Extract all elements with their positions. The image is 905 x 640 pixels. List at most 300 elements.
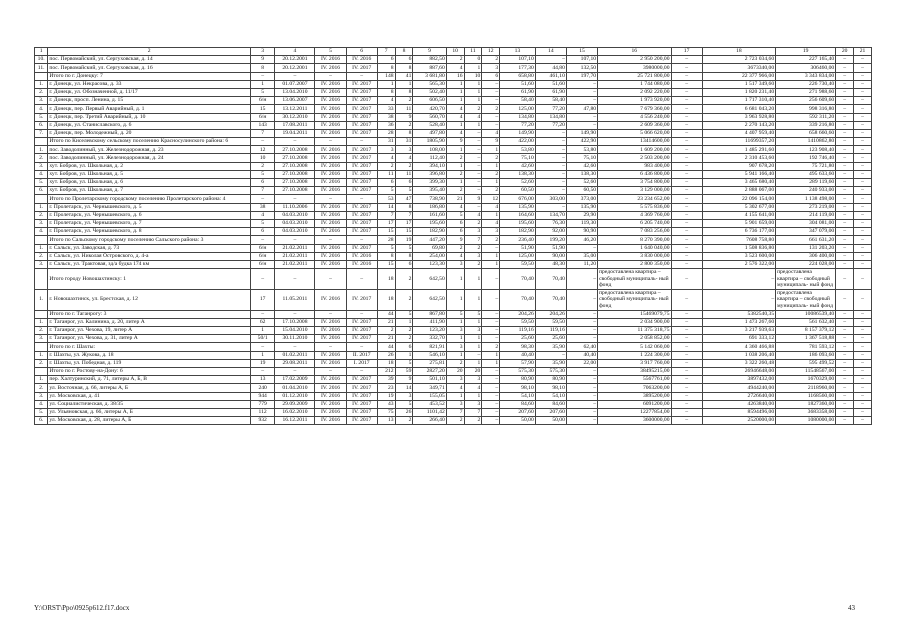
table-cell: IV. 2016 xyxy=(315,129,346,137)
table-cell: 5 xyxy=(395,310,413,318)
table-cell: 75,10 xyxy=(500,154,536,162)
table-cell: – xyxy=(836,335,854,343)
table-cell: 2 xyxy=(482,56,500,64)
table-cell: – xyxy=(315,343,346,351)
table-cell: г. Новошахтинск, ул. Брестская, д. 12 xyxy=(48,289,251,310)
table-cell: – xyxy=(566,367,597,375)
table-cell: 4 xyxy=(464,384,482,392)
table-cell: IV. 2017 xyxy=(346,146,377,154)
table-cell: – xyxy=(854,97,872,105)
table-cell: 339 216,80 xyxy=(776,121,836,129)
table-row xyxy=(35,392,872,400)
table-cell: – xyxy=(836,269,854,290)
table-cell: – xyxy=(671,310,702,318)
table-cell: IV. 2016 xyxy=(315,179,346,187)
table-cell: 1 xyxy=(464,121,482,129)
table-cell: – xyxy=(315,269,346,290)
table-cell: IV. 2016 xyxy=(315,359,346,367)
table-cell: – xyxy=(250,367,274,375)
table-cell: 3. xyxy=(35,392,48,400)
table-cell: 134,70 xyxy=(535,211,566,219)
table-cell: 907 678,20 xyxy=(702,162,775,170)
header-cell: 1 xyxy=(35,48,48,56)
table-cell: – xyxy=(671,179,702,187)
table-cell: 676,00 xyxy=(500,195,536,203)
table-cell: – xyxy=(482,327,500,335)
summary-row xyxy=(35,236,872,244)
table-cell: IV. 2017 xyxy=(346,129,377,137)
table-cell: 15.04.2010 xyxy=(275,327,315,335)
table-cell: 8 xyxy=(377,88,395,96)
table-cell: – xyxy=(854,88,872,96)
table-cell: 3 xyxy=(446,343,464,351)
table-cell: 4. xyxy=(35,228,48,236)
table-cell: 983 400,00 xyxy=(598,162,671,170)
table-cell: 453,52 xyxy=(413,400,446,408)
table-cell: – xyxy=(566,80,597,88)
table-cell xyxy=(35,269,48,290)
table-cell: – xyxy=(482,367,500,375)
table-cell: IV. 2016 xyxy=(315,170,346,178)
table-cell: 2 888 067,00 xyxy=(702,187,775,195)
table-cell: 4 xyxy=(446,64,464,72)
table-cell: – xyxy=(464,162,482,170)
table-cell: – xyxy=(671,80,702,88)
table-cell: 6 xyxy=(395,56,413,64)
table-cell: 1 xyxy=(377,80,395,88)
table-cell: 497,80 xyxy=(413,129,446,137)
table-cell: 2 xyxy=(464,417,482,425)
table-row xyxy=(35,162,872,170)
table-cell: – xyxy=(854,162,872,170)
table-cell: 2. xyxy=(35,359,48,367)
table-cell: 2 xyxy=(482,105,500,113)
table-cell: 3 963 928,80 xyxy=(702,113,775,121)
table-cell: 1. xyxy=(35,80,48,88)
table-cell: – xyxy=(671,236,702,244)
table-cell: пос. Заводолинный, ул. Железнодорожная, д. 24 xyxy=(48,154,251,162)
table-cell: 5382540,35 xyxy=(702,310,775,318)
table-cell: – xyxy=(250,138,274,146)
table-cell: 658 660,60 xyxy=(776,129,836,137)
table-row xyxy=(35,384,872,392)
table-cell: 1 473 267,60 xyxy=(702,318,775,326)
table-row xyxy=(35,80,872,88)
table-cell: 6/н xyxy=(250,260,274,268)
table-row xyxy=(35,417,872,425)
document-path: Y:\ORST\Ppo\0925p612.f17.docx xyxy=(34,604,130,612)
table-cell: 502,40 xyxy=(413,88,446,96)
table-cell: – xyxy=(482,113,500,121)
table-cell: 108,00 xyxy=(413,146,446,154)
table-cell: 59 xyxy=(395,367,413,375)
table-cell: IV. 2017 xyxy=(346,170,377,178)
table-cell: IV. 2017 xyxy=(346,417,377,425)
summary-row xyxy=(35,72,872,80)
table-cell: 40,40 xyxy=(500,351,536,359)
table-cell: 1 xyxy=(446,80,464,88)
table-cell: – xyxy=(854,252,872,260)
table-cell: – xyxy=(671,195,702,203)
table-cell: – xyxy=(535,179,566,187)
table-cell: 256 609,60 xyxy=(776,97,836,105)
table-cell: – xyxy=(535,170,566,178)
table-cell: – xyxy=(854,170,872,178)
table-cell: хут. Бобров, ул. Школьная, д. 6 xyxy=(48,179,251,187)
table-cell: 2 xyxy=(446,244,464,252)
table-cell: 21 xyxy=(377,318,395,326)
table-row xyxy=(35,97,872,105)
table-cell: – xyxy=(566,113,597,121)
table-cell: 177,30 xyxy=(500,64,536,72)
table-cell: 20 xyxy=(464,367,482,375)
table-cell: – xyxy=(671,327,702,335)
table-cell: 197,70 xyxy=(566,72,597,80)
table-cell: – xyxy=(671,384,702,392)
table-cell: 1 xyxy=(482,260,500,268)
table-cell: г. Шахты, ул. Победная, д. 119 xyxy=(48,359,251,367)
table-cell: – xyxy=(464,154,482,162)
table-cell: 4 xyxy=(482,203,500,211)
table-cell: 1. xyxy=(35,146,48,154)
table-cell: – xyxy=(535,351,566,359)
table-cell: 3 830 000,00 xyxy=(598,252,671,260)
table-cell: 3. xyxy=(35,219,48,227)
table-cell: 38495215,00 xyxy=(598,367,671,375)
table-cell: IV. 2017 xyxy=(346,179,377,187)
table-cell: – xyxy=(535,187,566,195)
header-cell: 5 xyxy=(315,48,346,56)
table-cell: 3600000,00 xyxy=(598,417,671,425)
table-cell: 11.05.2011 xyxy=(275,289,315,310)
header-cell: 18 xyxy=(702,48,775,56)
table-cell: 3 xyxy=(464,327,482,335)
table-cell: 98,10 xyxy=(535,384,566,392)
table-cell: 47 xyxy=(395,195,413,203)
table-cell: 5 xyxy=(395,359,413,367)
table-cell: IV. 2016 xyxy=(315,351,346,359)
table-cell: IV. 2016 xyxy=(315,203,346,211)
table-cell: 36 xyxy=(377,121,395,129)
table-cell: – xyxy=(836,170,854,178)
table-cell: 1 508 836,80 xyxy=(702,244,775,252)
table-cell: – xyxy=(854,228,872,236)
table-cell: 26946648,00 xyxy=(702,367,775,375)
table-cell: 6/н xyxy=(250,113,274,121)
table-row xyxy=(35,211,872,219)
table-cell: 1168560,00 xyxy=(776,392,836,400)
table-cell: 1 xyxy=(464,88,482,96)
table-cell: г. Сальск, ул. Николая Островского, д. 4-а xyxy=(48,252,251,260)
table-cell: 546,10 xyxy=(413,351,446,359)
table-cell: 2 310 453,60 xyxy=(702,154,775,162)
table-row xyxy=(35,351,872,359)
table-cell: 4944240,00 xyxy=(702,384,775,392)
summary-row xyxy=(35,269,872,290)
table-cell: 1 xyxy=(482,162,500,170)
table-cell: Итого по Киселевскому сельскому поселению Красносулинского района: 6 xyxy=(48,138,251,146)
table-cell: хут. Бобров, ул. Школьная, д. 7 xyxy=(48,187,251,195)
table-cell: 0 xyxy=(464,56,482,64)
table-cell: 3. xyxy=(35,335,48,343)
table-cell: 19 xyxy=(250,359,274,367)
table-cell: – xyxy=(482,408,500,416)
table-cell: 2 xyxy=(377,162,395,170)
table-cell: 44,80 xyxy=(535,64,566,72)
table-cell: – xyxy=(275,236,315,244)
table-cell: 226 730,40 xyxy=(776,80,836,88)
table-cell: 1. xyxy=(35,351,48,359)
table-cell: – xyxy=(836,376,854,384)
table-cell: предоставлена квартира – свободный муниципаль- ный фонд xyxy=(598,289,671,310)
table-cell: Итого по г. Донецку: 7 xyxy=(48,72,251,80)
table-cell: – xyxy=(854,219,872,227)
table-cell: 16 xyxy=(446,72,464,80)
table-cell: 3 xyxy=(446,400,464,408)
table-cell xyxy=(35,343,48,351)
table-cell: IV. 2016 xyxy=(315,400,346,408)
table-cell: 28 xyxy=(377,236,395,244)
table-cell: 5 xyxy=(395,244,413,252)
table-cell: 781 593,12 xyxy=(776,343,836,351)
table-cell: 2 092 220,00 xyxy=(598,88,671,96)
table-cell: 2 xyxy=(395,417,413,425)
table-cell: – xyxy=(482,318,500,326)
table-cell: 3. xyxy=(35,260,48,268)
table-cell: 6/н xyxy=(250,97,274,105)
table-cell: 28 xyxy=(377,129,395,137)
table-cell: 11 xyxy=(377,170,395,178)
table-cell: 944 xyxy=(250,392,274,400)
table-cell: 560,70 xyxy=(413,113,446,121)
table-cell: 5 xyxy=(377,187,395,195)
table-cell: 9 xyxy=(395,113,413,121)
table-cell: 2. xyxy=(35,384,48,392)
table-cell: – xyxy=(275,269,315,290)
table-cell: I. 2017 xyxy=(346,359,377,367)
table-cell: 195,60 xyxy=(500,219,536,227)
table-cell: 642,50 xyxy=(413,289,446,310)
table-cell: 887,60 xyxy=(413,64,446,72)
table-cell: 347 079,00 xyxy=(776,228,836,236)
table-cell: – xyxy=(250,72,274,80)
table-cell: 1827360,00 xyxy=(776,400,836,408)
table-cell: – xyxy=(854,392,872,400)
header-cell: 17 xyxy=(671,48,702,56)
table-cell: 8594496,00 xyxy=(702,408,775,416)
table-cell: IV. 2017 xyxy=(346,408,377,416)
table-cell: 2 xyxy=(482,236,500,244)
table-cell: 161,60 xyxy=(413,211,446,219)
table-cell: 1 xyxy=(464,318,482,326)
header-cell: 11 xyxy=(464,48,482,56)
table-cell: IV. 2017 xyxy=(346,211,377,219)
table-cell: г. Шахты, ул. Жукова, д. 18 xyxy=(48,351,251,359)
table-cell: 2 xyxy=(446,170,464,178)
table-cell: 17 xyxy=(377,219,395,227)
table-cell: 70,40 xyxy=(500,289,536,310)
table-cell: 11.10.2006 xyxy=(275,203,315,211)
table-cell: предоставлена квартира – свободный муниципаль- ный фонд xyxy=(776,269,836,290)
table-cell: 420,70 xyxy=(413,105,446,113)
table-cell: 882,50 xyxy=(413,56,446,64)
table-cell: 50,00 xyxy=(535,417,566,425)
table-cell: 17.08.2011 xyxy=(275,121,315,129)
table-cell: 1080000,00 xyxy=(776,417,836,425)
table-cell: 8 270 390,00 xyxy=(598,236,671,244)
table-cell: 01.12.2010 xyxy=(275,392,315,400)
table-cell: 1 717 310,40 xyxy=(702,97,775,105)
table-cell: 4 xyxy=(446,203,464,211)
table-cell: IV. 2016 xyxy=(315,146,346,154)
table-cell: 5 302 677,00 xyxy=(702,203,775,211)
table-cell: 204,26 xyxy=(500,310,536,318)
table-cell: 4 xyxy=(464,211,482,219)
table-cell: г. Донецк, ул. Станиславского, д. 6 xyxy=(48,121,251,129)
table-cell: 107,10 xyxy=(500,56,536,64)
table-cell: 1 xyxy=(464,392,482,400)
table-cell: 1 367 518,88 xyxy=(776,335,836,343)
table-cell: 9 xyxy=(446,236,464,244)
table-cell: – xyxy=(854,408,872,416)
table-cell: 119,16 xyxy=(500,327,536,335)
table-cell: – xyxy=(854,335,872,343)
table-cell: 107,10 xyxy=(566,56,597,64)
table-cell: – xyxy=(836,343,854,351)
table-cell: 501,10 xyxy=(413,376,446,384)
table-cell: – xyxy=(854,203,872,211)
table-row xyxy=(35,179,872,187)
table-cell: – xyxy=(566,244,597,252)
table-cell: 8 157 379,12 xyxy=(776,327,836,335)
table-cell: – xyxy=(854,376,872,384)
table-cell: 58,40 xyxy=(535,97,566,105)
table-cell: 7. xyxy=(35,129,48,137)
table-cell: Итого городу Новошахтинску: 1 xyxy=(48,269,251,290)
table-cell: 6/н xyxy=(250,244,274,252)
table-cell: 2. xyxy=(35,88,48,96)
table-cell: 1 xyxy=(482,252,500,260)
table-row xyxy=(35,252,872,260)
table-cell: 15 xyxy=(377,228,395,236)
table-cell: 214 119,00 xyxy=(776,211,836,219)
table-cell: – xyxy=(671,392,702,400)
table-cell: 17 xyxy=(395,219,413,227)
table-cell: 21.02.2011 xyxy=(275,260,315,268)
table-cell: 3 xyxy=(446,327,464,335)
table-cell: 1 224 300,00 xyxy=(598,351,671,359)
table-cell: – xyxy=(671,408,702,416)
table-cell: IV. 2016 xyxy=(315,56,346,64)
table-cell: – xyxy=(836,179,854,187)
table-cell: 27.10.2008 xyxy=(275,170,315,178)
table-cell: 70,40 xyxy=(535,289,566,310)
table-cell: 227 165,40 xyxy=(776,56,836,64)
table-cell: – xyxy=(836,392,854,400)
table-row xyxy=(35,203,872,211)
table-cell: 271 988,60 xyxy=(776,88,836,96)
table-cell: 373,00 xyxy=(566,195,597,203)
table-cell: IV. 2016 xyxy=(315,154,346,162)
table-cell: 11548567,00 xyxy=(776,367,836,375)
table-cell: 2 xyxy=(395,289,413,310)
table-cell: 3 322 260,48 xyxy=(702,359,775,367)
table-cell: – xyxy=(854,129,872,137)
table-cell: 25,60 xyxy=(535,335,566,343)
table-cell: 2 058 852,00 xyxy=(598,335,671,343)
table-cell: 41 xyxy=(395,72,413,80)
table-cell: 3 xyxy=(395,146,413,154)
table-cell: – xyxy=(671,64,702,72)
table-cell: – xyxy=(566,121,597,129)
table-cell: – xyxy=(836,400,854,408)
table-cell: 5 xyxy=(250,219,274,227)
table-cell: 658,80 xyxy=(500,72,536,80)
table-cell: 3 754 800,00 xyxy=(598,179,671,187)
table-cell: 5 xyxy=(446,211,464,219)
table-cell: – xyxy=(535,203,566,211)
table-cell: 738,90 xyxy=(413,195,446,203)
table-cell: 13.12.2011 xyxy=(275,105,315,113)
table-cell: IV. 2016 xyxy=(315,219,346,227)
table-cell: – xyxy=(535,56,566,64)
table-cell: 90,00 xyxy=(535,252,566,260)
table-row xyxy=(35,327,872,335)
table-cell: – xyxy=(836,129,854,137)
table-cell: 13414600,00 xyxy=(598,138,671,146)
table-cell: – xyxy=(535,138,566,146)
table-cell: 7 679 360,00 xyxy=(598,105,671,113)
table-row xyxy=(35,376,872,384)
table-cell: 5 xyxy=(464,310,482,318)
table-cell: 207,60 xyxy=(500,408,536,416)
table-cell: 2 576 322,00 xyxy=(702,260,775,268)
table-cell: – xyxy=(566,400,597,408)
table-cell: – xyxy=(482,97,500,105)
table-cell: IV. 2016 xyxy=(315,97,346,105)
table-cell xyxy=(35,236,48,244)
table-cell: – xyxy=(535,129,566,137)
table-cell: 5 xyxy=(250,88,274,96)
table-cell: 21.02.2011 xyxy=(275,244,315,252)
table-cell: – xyxy=(315,367,346,375)
table-cell: г. Пролетарск, ул. Чернышевского, д. 7 xyxy=(48,219,251,227)
table-cell: – xyxy=(671,211,702,219)
table-cell: 1. xyxy=(35,203,48,211)
table-cell: 134,80 xyxy=(500,113,536,121)
header-cell: 14 xyxy=(535,48,566,56)
table-cell: 75,10 xyxy=(566,154,597,162)
table-cell: IV. 2017 xyxy=(346,105,377,113)
table-cell: 998 316,80 xyxy=(776,105,836,113)
table-cell: 138,30 xyxy=(500,170,536,178)
table-cell: 143 xyxy=(250,121,274,129)
table-cell: 1 xyxy=(395,351,413,359)
table-cell: 5. xyxy=(35,113,48,121)
table-cell: 6 xyxy=(395,343,413,351)
table-cell: 1 xyxy=(464,335,482,343)
table-cell: 11 xyxy=(395,170,413,178)
table-cell: – xyxy=(482,376,500,384)
table-cell: 35,00 xyxy=(566,252,597,260)
table-cell: 3 217 939,63 xyxy=(702,327,775,335)
table-cell: IV. 2017 xyxy=(346,318,377,326)
table-cell: 1 xyxy=(446,146,464,154)
table-cell: г. Таганрог, ул. Калинина, д. 20, литер А xyxy=(48,318,251,326)
table-cell: 2 xyxy=(464,244,482,252)
table-cell: 50/1 xyxy=(250,335,274,343)
table-cell: 186,80 xyxy=(413,203,446,211)
